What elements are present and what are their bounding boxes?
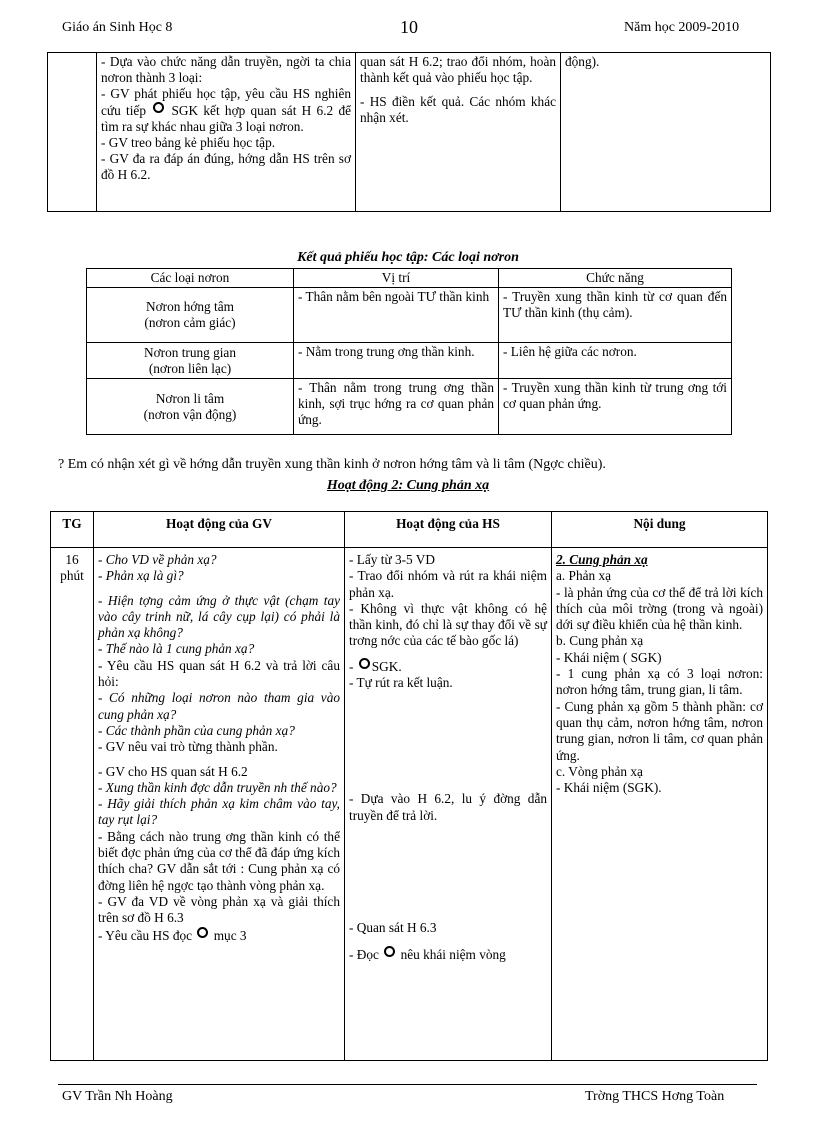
circle-icon	[153, 102, 164, 113]
lesson-content: 2. Cung phản xạ a. Phản xạ - là phản ứng của cơ thể để trả lời kích thích của môi trờng (trong và ngoài) dới sự điều khiển của hệ thần kinh. b. Cung phản xạ - Khái niệm ( SGK) - 1 cung phản xạ có 3 loại nơron: nơron hớng tâm, trung gian, li tâm. - Cung phản xạ gồm 5 thành phần: cơ quan thụ cảm, nơron hớng tâm, nơron trung gian, nơron li tâm, cơ quan phản ứng. c. Vòng phản xạ - Khái niệm (SGK).	[552, 548, 768, 1061]
cont-col3	[356, 53, 561, 212]
neuron-function: - Truyền xung thần kinh từ cơ quan đến TƯ thần kinh (thụ cảm).	[499, 288, 732, 343]
activity-header: TG	[51, 512, 94, 548]
cont-gv-line: - GV treo bảng kẻ phiếu học tập.	[101, 135, 276, 150]
neuron-position: - Nằm trong trung ơng thần kinh.	[294, 343, 499, 379]
result-header: Vị trí	[294, 269, 499, 288]
activity-table	[50, 511, 768, 1061]
neuron-position: - Thân nằm bên ngoài TƯ thần kinh	[294, 288, 499, 343]
teacher-activity: - Cho VD về phản xạ? - Phản xạ là gì? - Hiện tợng cảm ứng ở thực vật (chạm tay vào cây trinh nữ, lá cây cụp lại) có phải là phản xạ không? - Thế nào là 1 cung phản xạ? - Yêu cầu HS quan sát H 6.2 và trả lời câu hỏi: - Có những loại nơron nào tham gia vào cung phản xạ? - Các thành phần của cung phản xạ? - GV nêu vai trò từng thành phần. - GV cho HS quan sát H 6.2 - Xung thần kinh đợc dẫn truyền nh thế nào? - Hãy giải thích phản xạ kim châm vào tay, tay rụt lại? - Bằng cách nào trung ơng thần kinh có thể biết đợc phản ứng của cơ thể đã đáp ứng kích thích cha? GV dẫn sắt tới : Cung phản xạ có đờng liên hệ ngợc tạo thành vòng phản xạ. - GV đa VD về vòng phản xạ và giải thích trên sơ đồ H 6.3 - Yêu cầu HS đọc mục 3	[94, 548, 345, 1061]
result-header: Chức năng	[499, 269, 732, 288]
header-left: Giáo án Sinh Học 8	[62, 20, 173, 35]
footer-rule	[58, 1084, 757, 1085]
cont-gv-line: - GV đa ra đáp án đúng, hớng dẫn HS trên sơ đồ H 6.2.	[101, 151, 351, 182]
activity-title: Hoạt động 2: Cung phản xạ	[326, 478, 490, 493]
result-table-title: Kết quả phiếu học tập: Các loại nơron	[297, 250, 519, 265]
circle-icon	[197, 927, 208, 938]
activity-header: Hoạt động của HS	[345, 512, 552, 548]
page-number: 10	[400, 17, 418, 37]
neuron-type: Nơron hớng tâm (nơron cảm giác)	[87, 288, 294, 343]
time-cell: 16 phút	[51, 548, 94, 1061]
question-text: ? Em có nhận xét gì về hớng dẫn truyền xung thần kinh ở nơron hớng tâm và li tâm (Ngợc chiều).	[58, 457, 606, 472]
footer-left: GV Trần Nh Hoàng	[62, 1089, 173, 1104]
neuron-position: - Thân nằm trong trung ơng thần kinh, sợi trục hớng ra cơ quan phản ứng.	[294, 379, 499, 435]
circle-icon	[384, 946, 395, 957]
neuron-type: Nơron trung gian (nơron liên lạc)	[87, 343, 294, 379]
result-header: Các loại nơron	[87, 269, 294, 288]
cont-col2	[97, 53, 356, 212]
cont-gv-line: SGK kết hợp quan sát H 6.2 để tìm ra sự khác nhau giữa 3 loại nơron.	[101, 103, 351, 134]
table-row	[87, 379, 732, 435]
continuation-table	[47, 52, 771, 212]
circle-icon	[359, 658, 370, 669]
cont-hs-line: quan sát H 6.2; trao đổi nhóm, hoàn thành kết quả vào phiếu học tập.	[360, 54, 556, 85]
neuron-type: Nơron li tâm (nơron vận động)	[87, 379, 294, 435]
header-right: Năm học 2009-2010	[624, 20, 740, 35]
neuron-function: - Truyền xung thần kinh từ trung ơng tới cơ quan phản ứng.	[499, 379, 732, 435]
neuron-function: - Liên hệ giữa các nơron.	[499, 343, 732, 379]
cont-col1	[48, 53, 97, 212]
activity-header: Hoạt động của GV	[94, 512, 345, 548]
table-row	[87, 288, 732, 343]
table-row	[87, 343, 732, 379]
student-activity: - Lấy từ 3-5 VD - Trao đổi nhóm và rút ra khái niệm phản xạ. - Không vì thực vật không có hệ thần kinh, đó chỉ là sự thay đổi về sự trơng nớc của các tế bào gốc lá) - SGK. - Tự rút ra kết luận. - Dựa vào H 6.2, lu ý đờng dẫn truyền để trả lời. - Quan sát H 6.3 - Đọc nêu khái niệm vòng	[345, 548, 552, 1061]
result-table	[86, 268, 732, 435]
footer-right: Trờng THCS Hơng Toàn	[585, 1089, 725, 1104]
cont-col4: động).	[561, 53, 771, 212]
cont-hs-line: - HS điền kết quả. Các nhóm khác nhận xét.	[360, 94, 556, 125]
cont-gv-line: - GV phát phiếu học tập, yêu cầu HS nghiên cứu tiếp	[101, 86, 351, 118]
cont-gv-line: - Dựa vào chức năng dẫn truyền, ngời ta chia nơron thành 3 loại:	[101, 54, 351, 85]
activity-header: Nội dung	[552, 512, 768, 548]
